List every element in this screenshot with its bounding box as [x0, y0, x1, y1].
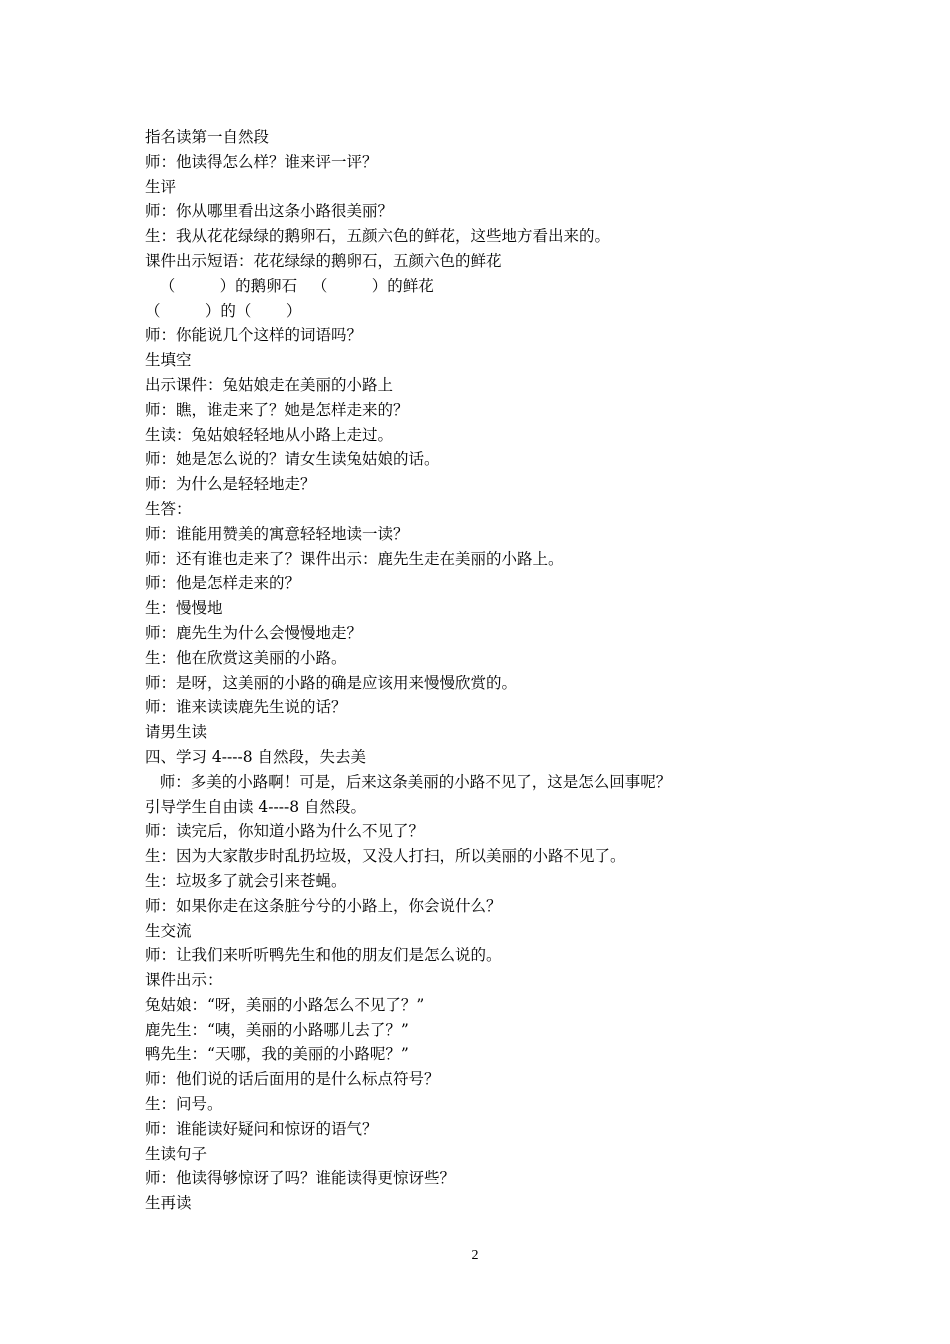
text-line: 师：让我们来听听鸭先生和他的朋友们是怎么说的。	[145, 946, 502, 965]
text-line: 出示课件：兔姑娘走在美丽的小路上	[145, 375, 394, 394]
text-line: 师：还有谁也走来了？课件出示：鹿先生走在美丽的小路上。	[145, 549, 564, 568]
text-line: 生答：	[145, 499, 192, 518]
text-line: 生：我从花花绿绿的鹅卵石，五颜六色的鲜花，这些地方看出来的。	[145, 227, 611, 246]
text-line: 师：他是怎样走来的？	[145, 574, 301, 593]
text-line: 请男生读	[145, 723, 208, 742]
text-line: （ ）的鹅卵石 （ ）的鲜花	[145, 276, 434, 295]
page-number: 2	[471, 1248, 479, 1263]
text-line: 课件出示：	[145, 971, 223, 990]
text-line: 四、学习 4----8 自然段，失去美	[145, 747, 367, 766]
text-line: 生读句子	[145, 1144, 208, 1163]
text-line: 师：多美的小路啊！可是，后来这条美丽的小路不见了，这是怎么回事呢？	[145, 772, 672, 791]
text-line: 师：为什么是轻轻地走？	[145, 475, 316, 494]
text-line: 生：慢慢地	[145, 599, 223, 618]
text-line: （ ）的（ ）	[145, 301, 302, 320]
text-line: 鸭先生：“天哪，我的美丽的小路呢？”	[145, 1045, 409, 1064]
text-line: 课件出示短语：花花绿绿的鹅卵石，五颜六色的鲜花	[145, 251, 502, 270]
text-line: 师：他们说的话后面用的是什么标点符号？	[145, 1070, 440, 1089]
text-line: 生：他在欣赏这美丽的小路。	[145, 648, 347, 667]
text-line: 兔姑娘：“呀，美丽的小路怎么不见了？”	[145, 995, 425, 1014]
text-line: 生交流	[145, 921, 192, 940]
text-line: 师：他读得够惊讶了吗？谁能读得更惊讶些？	[145, 1169, 456, 1188]
text-line: 师：谁能用赞美的寓意轻轻地读一读？	[145, 524, 409, 543]
text-line: 生评	[145, 177, 177, 196]
text-line: 指名读第一自然段	[145, 128, 270, 146]
text-line: 师：瞧，谁走来了？她是怎样走来的？	[145, 400, 409, 419]
text-line: 师：你能说几个这样的词语吗？	[145, 326, 363, 345]
text-line: 鹿先生：“咦，美丽的小路哪儿去了？”	[145, 1020, 409, 1039]
document-body	[145, 125, 865, 1216]
text-line: 师：如果你走在这条脏兮兮的小路上，你会说什么？	[145, 896, 502, 915]
text-line: 师：她是怎么说的？请女生读兔姑娘的话。	[145, 450, 440, 469]
text-line: 师：读完后，你知道小路为什么不见了？	[145, 822, 425, 841]
text-line: 引导学生自由读 4----8 自然段。	[145, 797, 367, 816]
text-line: 生填空	[145, 351, 192, 370]
text-line: 生：垃圾多了就会引来苍蝇。	[145, 871, 347, 890]
text-line: 师：你从哪里看出这条小路很美丽？	[145, 202, 394, 221]
text-line: 生读：兔姑娘轻轻地从小路上走过。	[145, 425, 394, 444]
text-line: 师：他读得怎么样？谁来评一评？	[145, 152, 378, 171]
text-line: 师：谁来读读鹿先生说的话？	[145, 698, 347, 717]
text-line: 师：谁能读好疑问和惊讶的语气？	[145, 1119, 378, 1138]
text-line: 师：鹿先生为什么会慢慢地走？	[145, 623, 363, 642]
text-line: 生：因为大家散步时乱扔垃圾，又没人打扫，所以美丽的小路不见了。	[145, 847, 626, 866]
text-line: 师：是呀，这美丽的小路的确是应该用来慢慢欣赏的。	[145, 673, 518, 692]
text-line: 生再读	[145, 1194, 192, 1213]
text-line: 生：问号。	[145, 1095, 223, 1114]
